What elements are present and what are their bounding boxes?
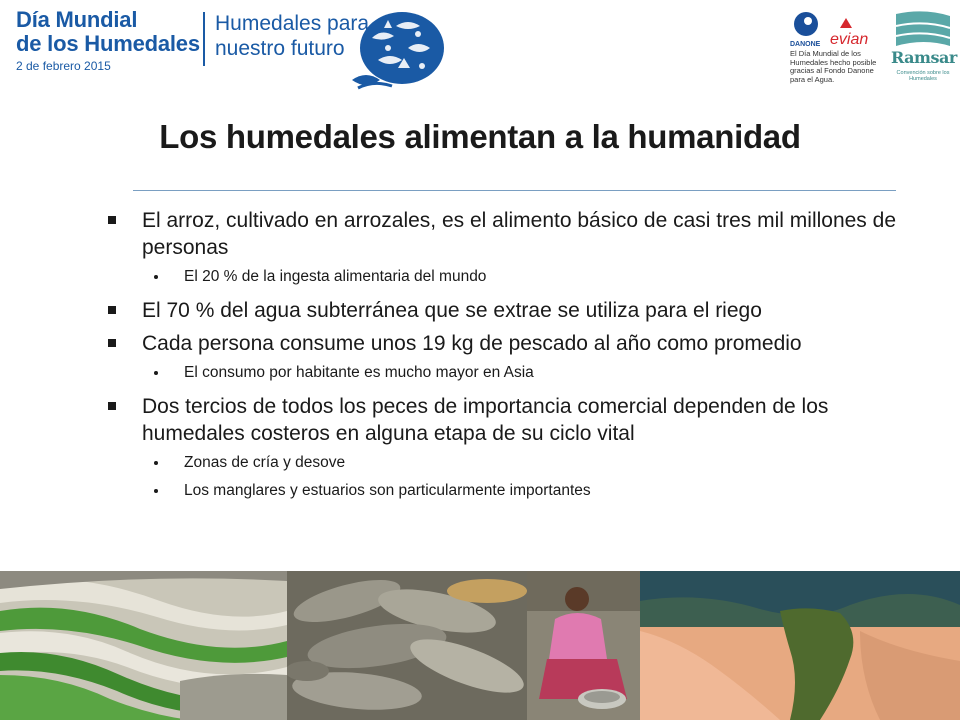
slogan xyxy=(215,11,369,61)
delta-satellite-photo xyxy=(640,571,960,720)
bullet-item xyxy=(108,297,898,324)
sub-bullet-item xyxy=(108,363,898,383)
slogan-line1: Humedales para xyxy=(215,12,370,35)
ramsar-wordmark: Ramsar xyxy=(891,48,957,67)
bullet-list xyxy=(108,207,898,511)
square-bullet-icon xyxy=(108,216,116,224)
bullet-text: Dos tercios de todos los peces de importancia comercial dependen de los humedales costeros en alguna etapa de su ciclo vital xyxy=(142,395,829,445)
bullet-text: Cada persona consume unos 19 kg de pescado al año como promedio xyxy=(142,332,802,355)
girl-with-fish-photo xyxy=(527,571,640,720)
sub-bullet-item xyxy=(108,453,898,473)
danone-wordmark: DANONE xyxy=(790,41,821,48)
square-bullet-icon xyxy=(108,402,116,410)
dot-bullet-icon xyxy=(154,275,158,279)
square-bullet-icon xyxy=(108,306,116,314)
bullet-text: El arroz, cultivado en arrozales, es el alimento básico de casi tres mil millones de personas xyxy=(142,209,897,259)
dot-bullet-icon xyxy=(154,371,158,375)
event-name-line1: Día Mundial xyxy=(16,7,138,32)
event-name-line2: de los Humedales xyxy=(16,31,200,56)
sub-bullet-text: El 20 % de la ingesta alimentaria del mundo xyxy=(184,268,487,285)
bullet-text: El 70 % del agua subterránea que se extrae se utiliza para el riego xyxy=(142,299,762,322)
event-date: 2 de febrero 2015 xyxy=(16,59,111,73)
ramsar-tagline: Convención sobre los Humedales xyxy=(896,70,950,82)
bullet-item xyxy=(108,207,898,261)
partner-note: El Día Mundial de los Humedales hecho posible gracias al Fondo Danone para el Agua. xyxy=(790,49,877,84)
square-bullet-icon xyxy=(108,339,116,347)
sub-bullet-item xyxy=(108,481,898,501)
title-rule xyxy=(133,190,896,191)
sub-bullet-text: El consumo por habitante es mucho mayor en Asia xyxy=(184,364,534,381)
photo-strip xyxy=(0,571,960,720)
event-logo xyxy=(16,8,200,74)
bullet-item xyxy=(108,330,898,357)
rice-terraces-photo xyxy=(0,571,287,720)
brand-divider xyxy=(203,12,205,66)
sub-bullet-item xyxy=(108,267,898,287)
bullet-item xyxy=(108,393,898,447)
slide-title: Los humedales alimentan a la humanidad xyxy=(159,118,801,155)
sub-bullet-text: Zonas de cría y desove xyxy=(184,454,346,471)
wetland-emblem-icon xyxy=(348,8,448,92)
fish-catch-photo xyxy=(287,571,527,720)
slogan-line2: nuestro futuro xyxy=(215,37,345,60)
dot-bullet-icon xyxy=(154,461,158,465)
evian-wordmark: evian xyxy=(830,31,869,48)
sub-bullet-text: Los manglares y estuarios son particularmente importantes xyxy=(184,482,591,499)
dot-bullet-icon xyxy=(154,489,158,493)
